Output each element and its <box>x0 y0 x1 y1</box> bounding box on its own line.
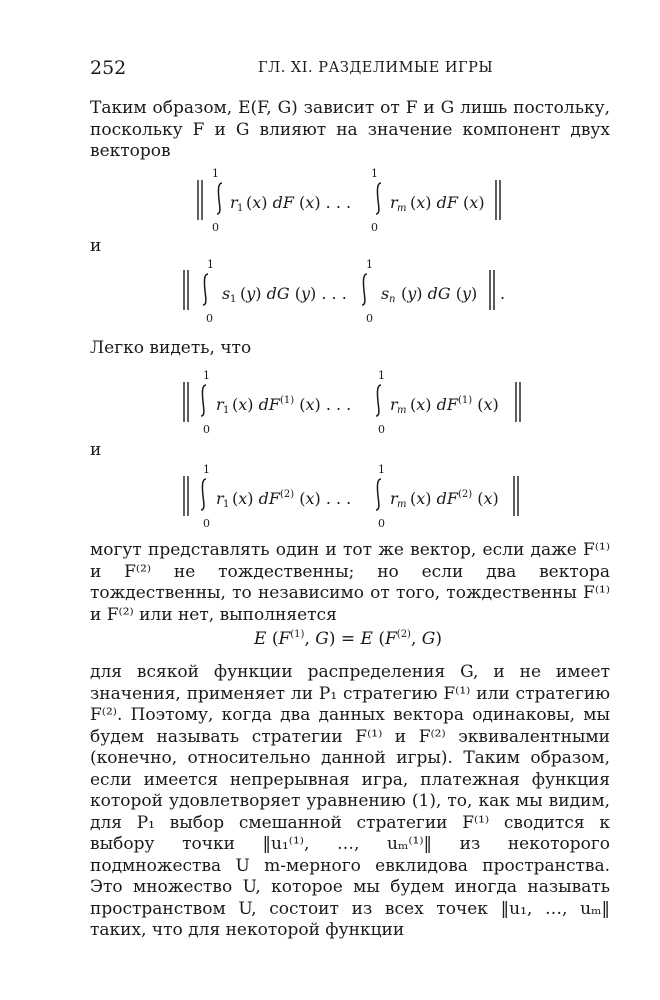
svg-text:0: 0 <box>378 423 385 436</box>
svg-text:.: . <box>500 284 506 303</box>
formula-vector-F-svg <box>0 164 660 236</box>
svg-text:(y) dG (y): (y) dG (y) <box>401 284 478 303</box>
formula-equality <box>0 622 660 656</box>
formula-vector-F2 <box>0 460 660 532</box>
running-header <box>90 57 610 83</box>
svg-text:(x) dF(2) (x) . . .: (x) $dF^{(2)}$ (x) . . . <box>232 489 352 508</box>
svg-text:(x) dF(2) (x): (x) $dF^{(2)}$ (x) <box>410 489 499 508</box>
svg-text:n: n <box>389 294 396 305</box>
formula-vector-F1-svg <box>0 366 660 438</box>
formula-vector-G <box>0 256 660 328</box>
svg-text:r: r <box>390 193 398 212</box>
svg-text:r: r <box>216 395 224 414</box>
svg-text:0: 0 <box>371 221 378 234</box>
svg-text:m: m <box>397 499 407 510</box>
svg-text:s: s <box>381 284 390 303</box>
paragraph-easy-to-see <box>90 338 610 360</box>
svg-text:r: r <box>230 193 238 212</box>
running-title: ГЛ. XI. РАЗДЕЛИМЫЕ ИГРЫ <box>258 60 494 76</box>
svg-text:(y) dG (y) . . .: (y) dG (y) . . . <box>240 284 347 303</box>
paragraph-equivalent-strategies <box>90 662 610 942</box>
svg-text:0: 0 <box>366 312 373 325</box>
connector-and-2: и <box>90 440 102 460</box>
svg-text:1: 1 <box>203 463 210 476</box>
formula-vector-G-svg <box>0 256 660 328</box>
svg-text:1: 1 <box>371 167 378 180</box>
svg-text:E (F(1), G) = E (F(2), G): E ($F^{(1)}$, G) = E ($F^{(2)}$, G) <box>254 629 443 649</box>
svg-text:1: 1 <box>207 258 214 271</box>
svg-text:1: 1 <box>212 167 219 180</box>
svg-text:1: 1 <box>237 203 244 214</box>
svg-text:(x) dF (x) . . .: (x) dF (x) . . . <box>246 193 352 212</box>
formula-vector-F1 <box>0 366 660 438</box>
svg-text:m: m <box>397 203 407 214</box>
formula-vector-F2-svg <box>0 460 660 532</box>
svg-text:0: 0 <box>203 423 210 436</box>
svg-text:1: 1 <box>366 258 373 271</box>
svg-text:1: 1 <box>230 294 237 305</box>
svg-text:r: r <box>390 489 398 508</box>
paragraph-same-vector-text: могут представлять один и тот же вектор, если даже F⁽¹⁾ и F⁽²⁾ не тождественны; но если два вектора тождественны, то независимо от того, тождественны F⁽¹⁾ и F⁽²⁾ или нет, выполняется <box>90 540 610 625</box>
svg-text:s: s <box>222 284 231 303</box>
paragraph-intro-text: Таким образом, E(F, G) зависит от F и G лишь постольку, поскольку F и G влияют на значение компонент двух векторов <box>90 98 610 161</box>
svg-text:(x) dF (x): (x) dF (x) <box>410 193 485 212</box>
formula-equality-svg <box>0 622 660 656</box>
svg-text:m: m <box>397 405 407 416</box>
svg-text:0: 0 <box>212 221 219 234</box>
svg-text:1: 1 <box>223 499 230 510</box>
paragraph-same-vector <box>90 540 610 626</box>
svg-text:(x) dF(1) (x) . . .: (x) $dF^{(1)}$ (x) . . . <box>232 395 352 414</box>
svg-text:1: 1 <box>378 369 385 382</box>
connector-and-1: и <box>90 236 102 256</box>
svg-text:r: r <box>216 489 224 508</box>
paragraph-easy-to-see-text: Легко видеть, что <box>90 338 252 358</box>
page-number: 252 <box>90 57 127 79</box>
formula-vector-F <box>0 164 660 236</box>
paragraph-intro <box>90 98 610 163</box>
svg-text:1: 1 <box>223 405 230 416</box>
svg-text:(x) dF(1) (x): (x) $dF^{(1)}$ (x) <box>410 395 499 414</box>
svg-text:r: r <box>390 395 398 414</box>
paragraph-equivalent-strategies-text: для всякой функции распределения G, и не имеет значения, применяет ли P₁ стратегию F⁽¹⁾ или стратегию F⁽²⁾. Поэтому, когда два данных вектора одинаковы, мы будем называть стратегии F⁽¹⁾ и F⁽²⁾ эквивалентными (конечно, относительно данной игры). Таким образом, если имеется непрерывная игра, платежная функция которой удовлетворяет уравнению (1), то, как мы видим, для P₁ выбор смешанной стратегии F⁽¹⁾ сводится к выбору точки ‖u₁⁽¹⁾, …, uₘ⁽¹⁾‖ из некоторого подмножества U m-мерного евклидова пространства. Это множество U, которое мы будем иногда называть пространством U, состоит из всех точек ‖u₁, …, uₘ‖ таких, что для некоторой функции <box>90 662 610 940</box>
svg-text:1: 1 <box>378 463 385 476</box>
svg-text:0: 0 <box>203 517 210 530</box>
svg-text:1: 1 <box>203 369 210 382</box>
svg-text:0: 0 <box>378 517 385 530</box>
svg-text:0: 0 <box>206 312 213 325</box>
